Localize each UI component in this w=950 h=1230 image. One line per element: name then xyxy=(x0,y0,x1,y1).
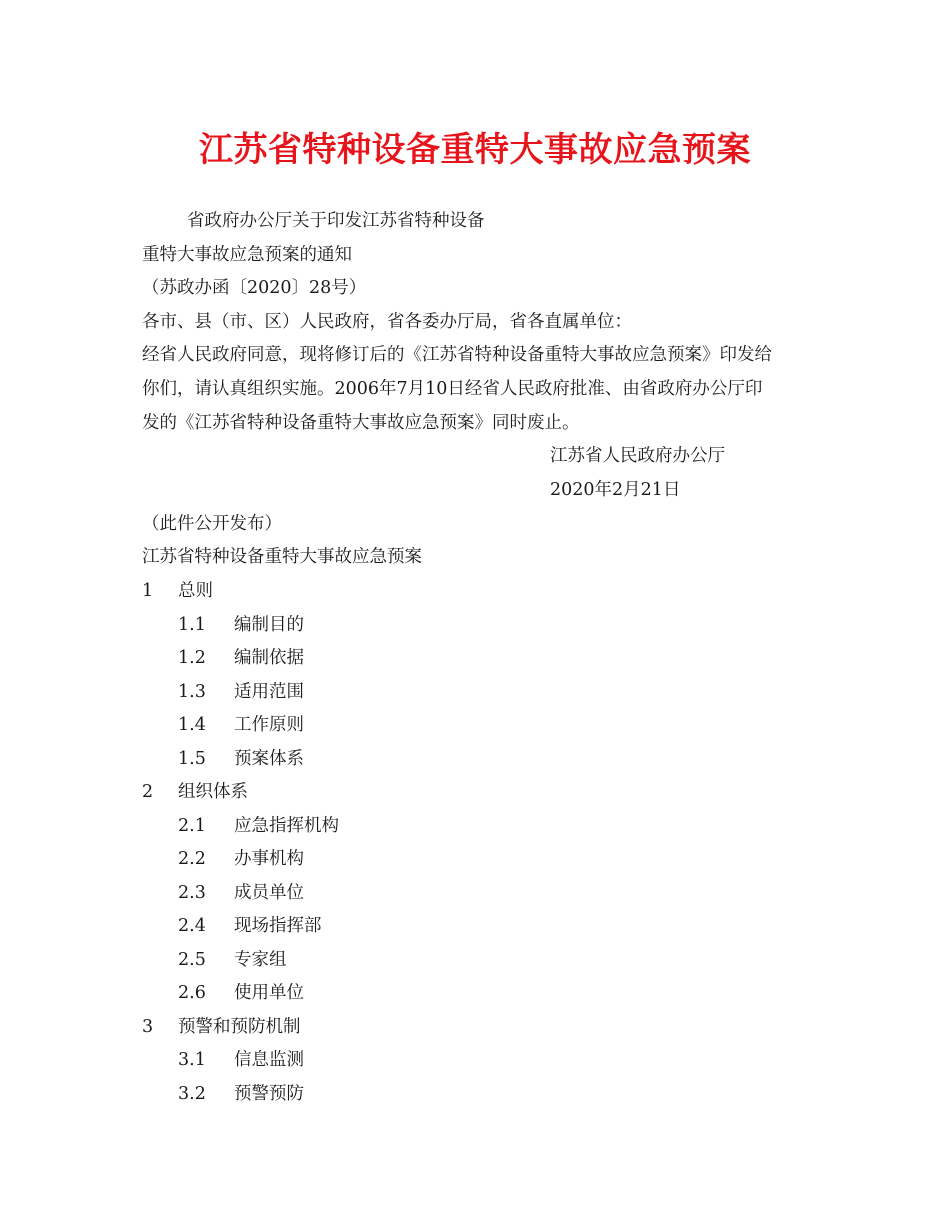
toc-item xyxy=(142,1015,542,1039)
notice-issuer: 江苏省人民政府办公厅 xyxy=(550,446,725,466)
toc-item-number: 2.4 xyxy=(178,916,206,936)
toc-item xyxy=(178,680,578,704)
toc-item-label: 总则 xyxy=(178,581,213,601)
toc-item xyxy=(178,881,578,905)
toc-item xyxy=(178,1082,578,1106)
toc-item-number: 1.3 xyxy=(178,682,206,702)
toc-item xyxy=(178,814,578,838)
toc-item-number: 1.2 xyxy=(178,648,206,668)
toc-item-label: 信息监测 xyxy=(234,1050,304,1070)
toc-item-number: 2.1 xyxy=(178,816,206,836)
notice-recipients: 各市、县（市、区）人民政府，省各委办厅局，省各直属单位： xyxy=(142,312,632,332)
notice-body-line2: 你们，请认真组织实施。2006年7月10日经省人民政府批准、由省政府办公厅印 xyxy=(142,379,763,399)
toc-item xyxy=(142,579,542,603)
toc-item-label: 编制目的 xyxy=(234,615,304,635)
toc-item xyxy=(178,914,578,938)
toc-item-label: 现场指挥部 xyxy=(234,916,322,936)
toc-item xyxy=(178,1048,578,1072)
toc-item-label: 预警和预防机制 xyxy=(178,1017,301,1037)
toc-item-label: 工作原则 xyxy=(234,715,304,735)
notice-body-line1: 经省人民政府同意，现将修订后的《江苏省特种设备重特大事故应急预案》印发给 xyxy=(142,345,772,365)
toc-item xyxy=(178,948,578,972)
toc-item xyxy=(178,613,578,637)
toc-item-label: 专家组 xyxy=(234,950,287,970)
toc-item-number: 1 xyxy=(142,581,154,601)
document-title: 江苏省特种设备重特大事故应急预案 xyxy=(199,130,751,170)
toc-item-label: 成员单位 xyxy=(234,883,304,903)
toc-item-label: 使用单位 xyxy=(234,983,304,1003)
toc-item-number: 2.3 xyxy=(178,883,206,903)
toc-item-label: 组织体系 xyxy=(178,782,248,802)
toc-item-number: 1.1 xyxy=(178,615,206,635)
notice-doc-number: （苏政办函〔2020〕28号） xyxy=(142,278,367,298)
notice-heading-line1: 省政府办公厅关于印发江苏省特种设备 xyxy=(187,211,485,231)
toc-item-number: 3.1 xyxy=(178,1050,206,1070)
toc-item-number: 3.2 xyxy=(178,1084,206,1104)
plan-title: 江苏省特种设备重特大事故应急预案 xyxy=(142,547,422,567)
toc-item xyxy=(178,713,578,737)
toc-item-label: 编制依据 xyxy=(234,648,304,668)
toc-item-number: 2.2 xyxy=(178,849,206,869)
toc-item-number: 2 xyxy=(142,782,154,802)
toc-item-label: 预案体系 xyxy=(234,749,304,769)
notice-body-line3: 发的《江苏省特种设备重特大事故应急预案》同时废止。 xyxy=(142,413,580,433)
publication-note: （此件公开发布） xyxy=(142,514,282,534)
toc-item xyxy=(142,780,542,804)
toc-item xyxy=(178,646,578,670)
toc-item-label: 应急指挥机构 xyxy=(234,816,339,836)
toc-item xyxy=(178,981,578,1005)
toc-item-number: 1.5 xyxy=(178,749,206,769)
toc-item-label: 办事机构 xyxy=(234,849,304,869)
toc-item-number: 2.6 xyxy=(178,983,206,1003)
toc-item-number: 1.4 xyxy=(178,715,206,735)
notice-date: 2020年2月21日 xyxy=(550,480,681,500)
toc-item xyxy=(178,847,578,871)
toc-item-number: 3 xyxy=(142,1017,154,1037)
toc-item-label: 预警预防 xyxy=(234,1084,304,1104)
toc-item-label: 适用范围 xyxy=(234,682,304,702)
toc-item xyxy=(178,747,578,771)
toc-item-number: 2.5 xyxy=(178,950,206,970)
notice-heading-line2: 重特大事故应急预案的通知 xyxy=(142,245,352,265)
